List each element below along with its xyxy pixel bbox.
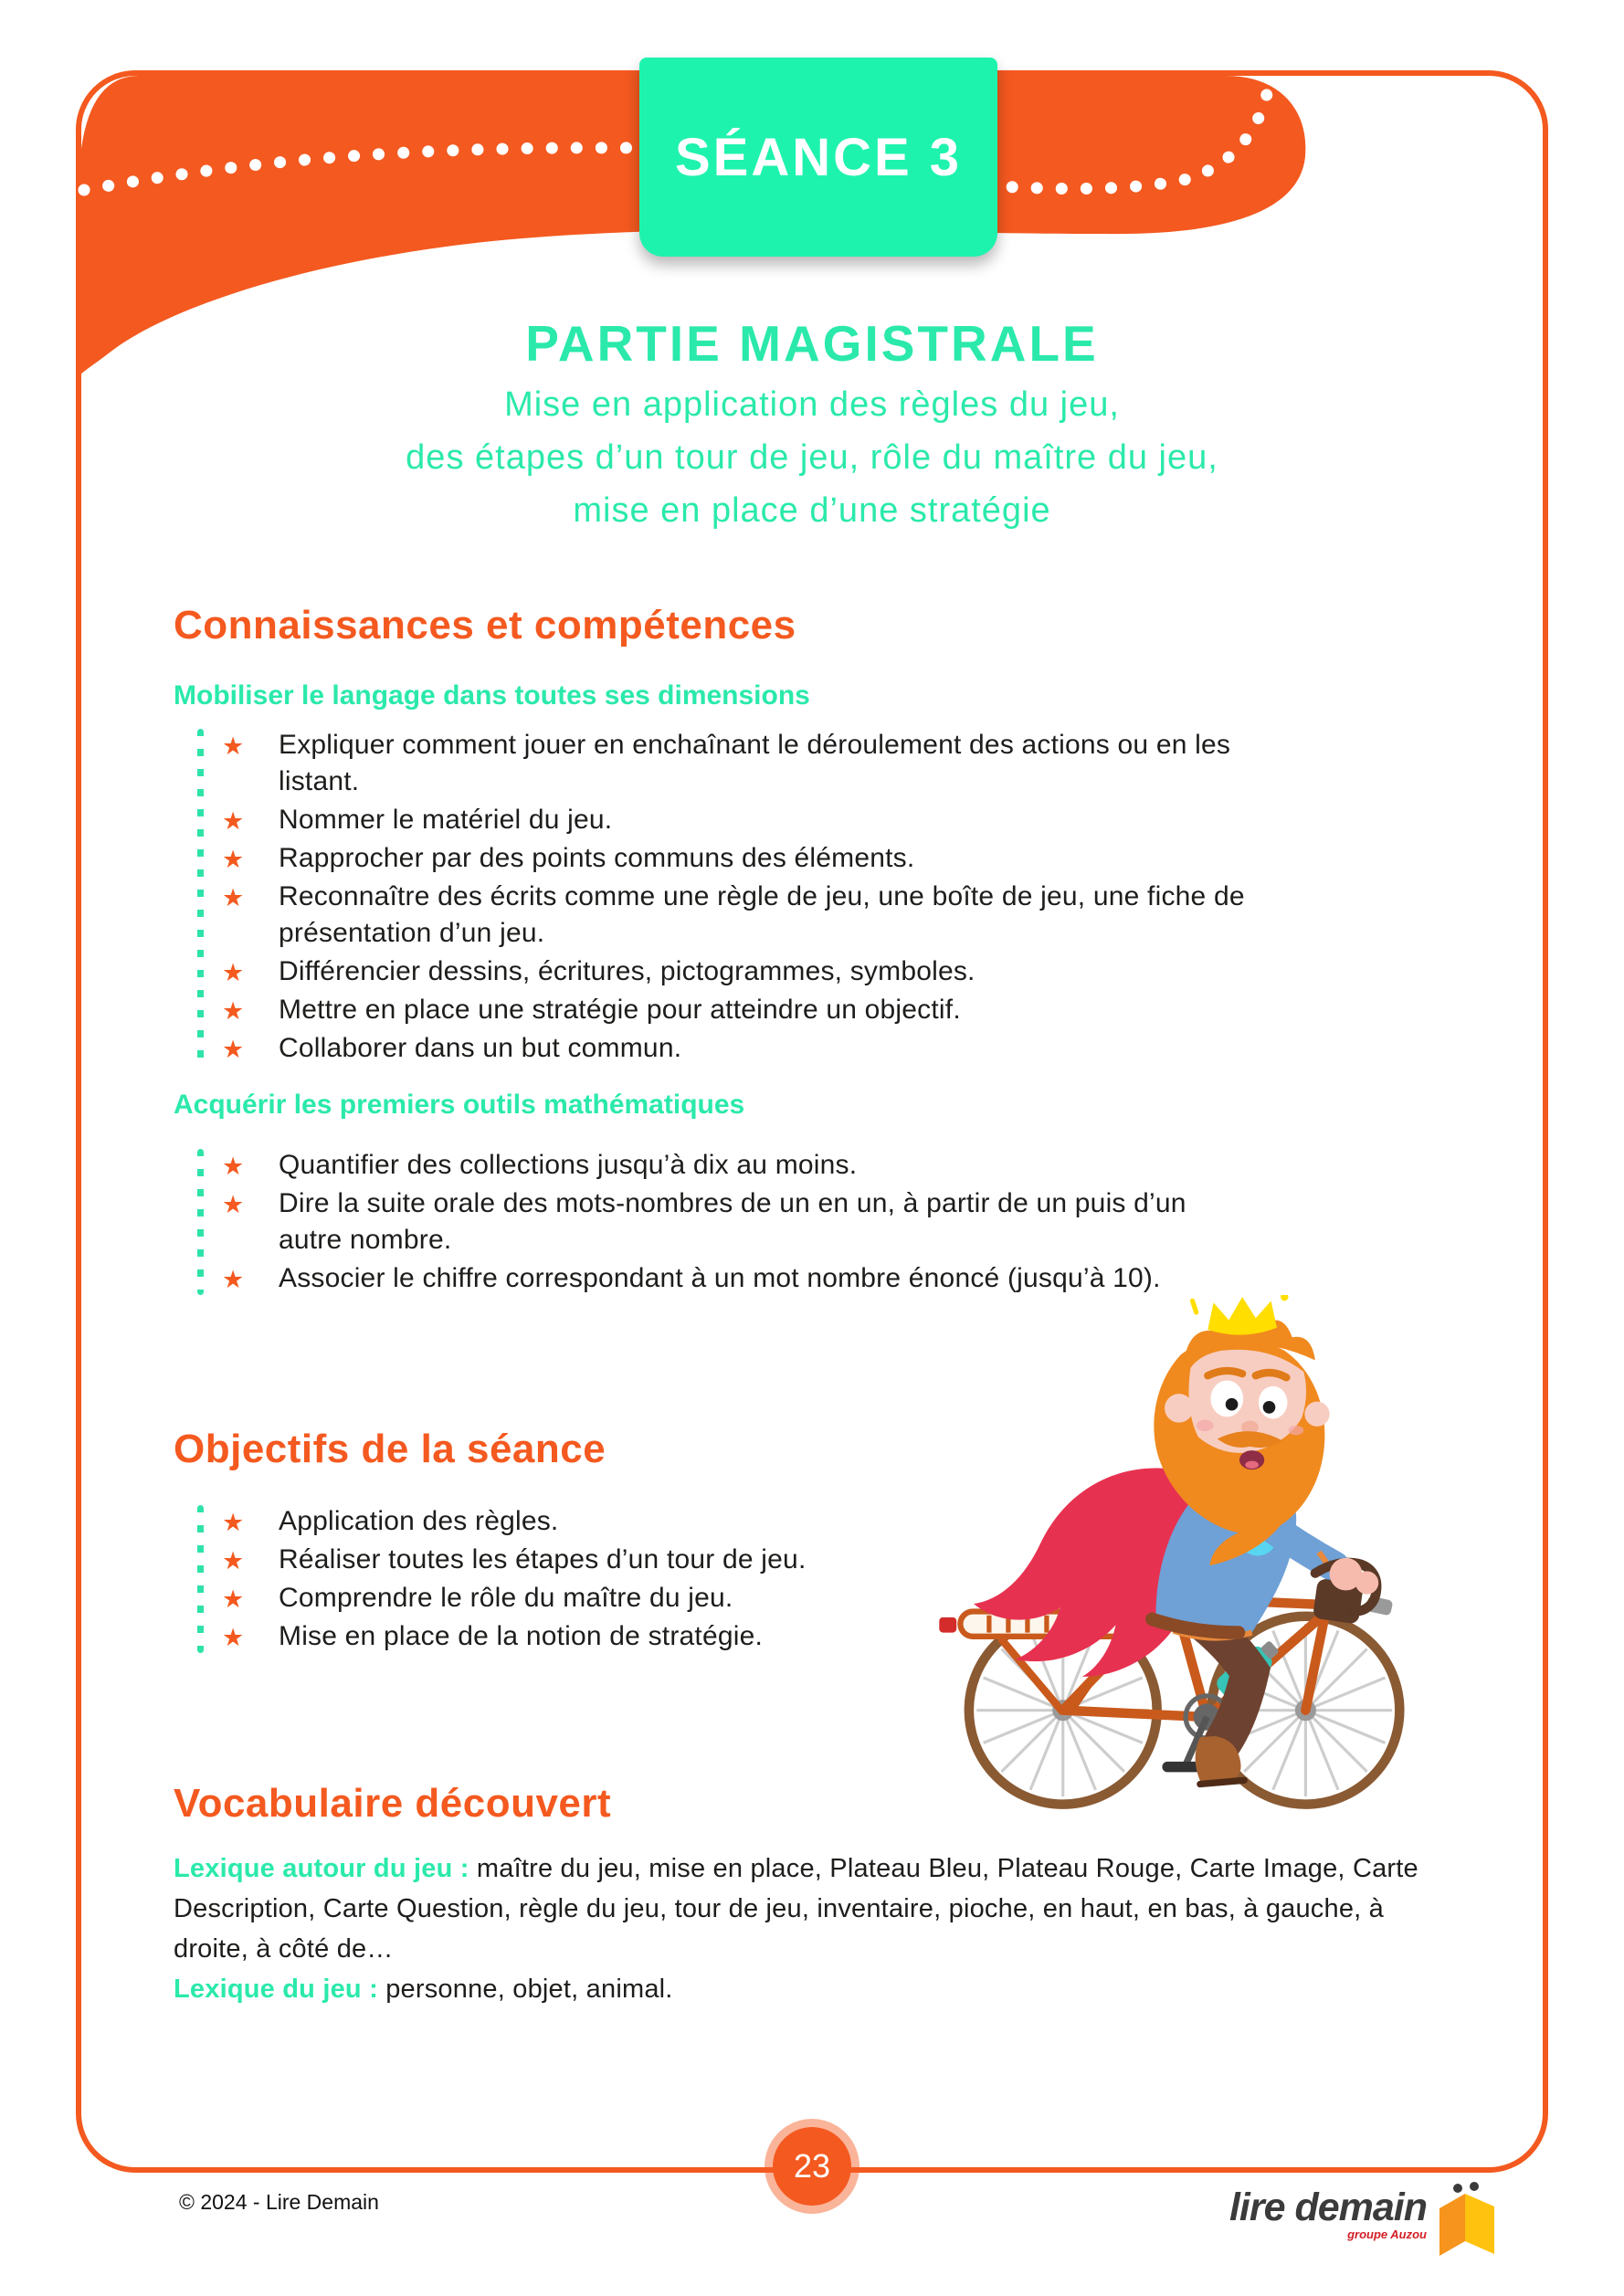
list-item: ★ Expliquer comment jouer en enchaînant le déroulement des actions ou en les listant. (222, 730, 1231, 796)
dotted-rail (197, 1149, 204, 1295)
lexique-entry (174, 1848, 1439, 1969)
list-maths (174, 1140, 1487, 1304)
star-bullet-icon: ★ (222, 1585, 245, 1613)
brand-logo (1229, 2181, 1498, 2258)
lexique-label: Lexique du jeu : (174, 1975, 378, 2004)
star-bullet-icon: ★ (222, 1509, 245, 1536)
page-number-badge (765, 2119, 859, 2214)
subheading-maths: Acquérir les premiers outils mathématiques (174, 1090, 745, 1120)
list-langage (174, 720, 1487, 1074)
king-on-bicycle-illustration (933, 1295, 1413, 1812)
lexique-text: personne, objet, animal. (385, 1975, 673, 2004)
section-heading: Vocabulaire découvert (174, 1781, 612, 1826)
section-connaissances (174, 603, 1487, 1304)
page-title: PARTIE MAGISTRALE (525, 315, 1099, 372)
seance-tab-label: SÉANCE 3 (674, 127, 963, 187)
crown (1207, 1297, 1277, 1335)
star-bullet-icon: ★ (222, 1036, 245, 1063)
section-heading: Connaissances et compétences (174, 603, 796, 648)
dotted-rail (197, 729, 204, 1065)
list-item: ★ Comprendre le rôle du maître du jeu. (279, 1580, 1087, 1617)
lexique-entry (174, 1969, 1439, 2009)
page-subtitle (0, 378, 1624, 537)
subtitle-line: Mise en application des règles du jeu, (504, 385, 1120, 424)
section-heading: Objectifs de la séance (174, 1427, 606, 1471)
page-number: 23 (773, 2127, 851, 2206)
lexique-text: maître du jeu, mise en place, Plateau Bleu, Plateau Rouge, Carte Image, Carte Description, Carte Question, règle du jeu, tour de jeu, inventaire, pioche, en haut, en bas, à gauche, à droite, à côté de… (174, 1854, 1418, 1964)
star-bullet-icon: ★ (222, 732, 245, 760)
list-item: ★ Dire la suite orale des mots-nombres de un en un, à partir de un puis d’un autre nombre. (222, 1188, 1186, 1255)
list-item: ★ Rapprocher par des points communs des éléments. (279, 840, 1487, 877)
list-item: ★ Différencier dessins, écritures, pictogrammes, symboles. (279, 953, 1487, 990)
lexique-label: Lexique autour du jeu : (174, 1854, 469, 1883)
open-book-icon (1436, 2181, 1498, 2258)
subtitle-line: mise en place d’une stratégie (573, 491, 1051, 530)
list-item: ★ Application des règles. (279, 1503, 1087, 1540)
subtitle-line: des étapes d’un tour de jeu, rôle du maître du jeu, (406, 438, 1218, 477)
star-bullet-icon: ★ (222, 1266, 245, 1293)
brand-logo-subtext: groupe Auzou (1347, 2228, 1427, 2241)
list-item: ★ Reconnaître des écrits comme une règle de jeu, une boîte de jeu, une fiche de présentation d’un jeu. (222, 881, 1245, 948)
star-bullet-icon: ★ (222, 1547, 245, 1575)
seance-tab (639, 58, 997, 257)
list-item: ★ Nommer le matériel du jeu. (279, 802, 1487, 838)
star-bullet-icon: ★ (222, 807, 245, 835)
dotted-rail (197, 1505, 204, 1653)
list-item: ★ Mise en place de la notion de stratégie. (279, 1618, 1087, 1655)
list-item: ★ Réaliser toutes les étapes d’un tour de jeu. (279, 1542, 1087, 1578)
star-bullet-icon: ★ (222, 1624, 245, 1651)
star-bullet-icon: ★ (222, 959, 245, 986)
star-bullet-icon: ★ (222, 997, 245, 1025)
brand-logo-text: lire demain (1229, 2185, 1427, 2229)
copyright-text: © 2024 - Lire Demain (179, 2190, 379, 2214)
star-bullet-icon: ★ (222, 1153, 245, 1180)
star-bullet-icon: ★ (222, 846, 245, 873)
star-bullet-icon: ★ (222, 1191, 245, 1218)
list-item: ★ Mettre en place une stratégie pour atteindre un objectif. (279, 992, 1487, 1028)
list-item: ★ Collaborer dans un but commun. (279, 1030, 1487, 1067)
section-vocabulaire (174, 1781, 1487, 2009)
list-item: ★ Associer le chiffre correspondant à un mot nombre énoncé (jusqu’à 10). (279, 1260, 1487, 1297)
star-bullet-icon: ★ (222, 884, 245, 911)
hand (1355, 1571, 1378, 1594)
subheading-langage: Mobiliser le langage dans toutes ses dimensions (174, 680, 810, 711)
list-item: ★ Quantifier des collections jusqu’à dix au moins. (279, 1147, 1487, 1184)
